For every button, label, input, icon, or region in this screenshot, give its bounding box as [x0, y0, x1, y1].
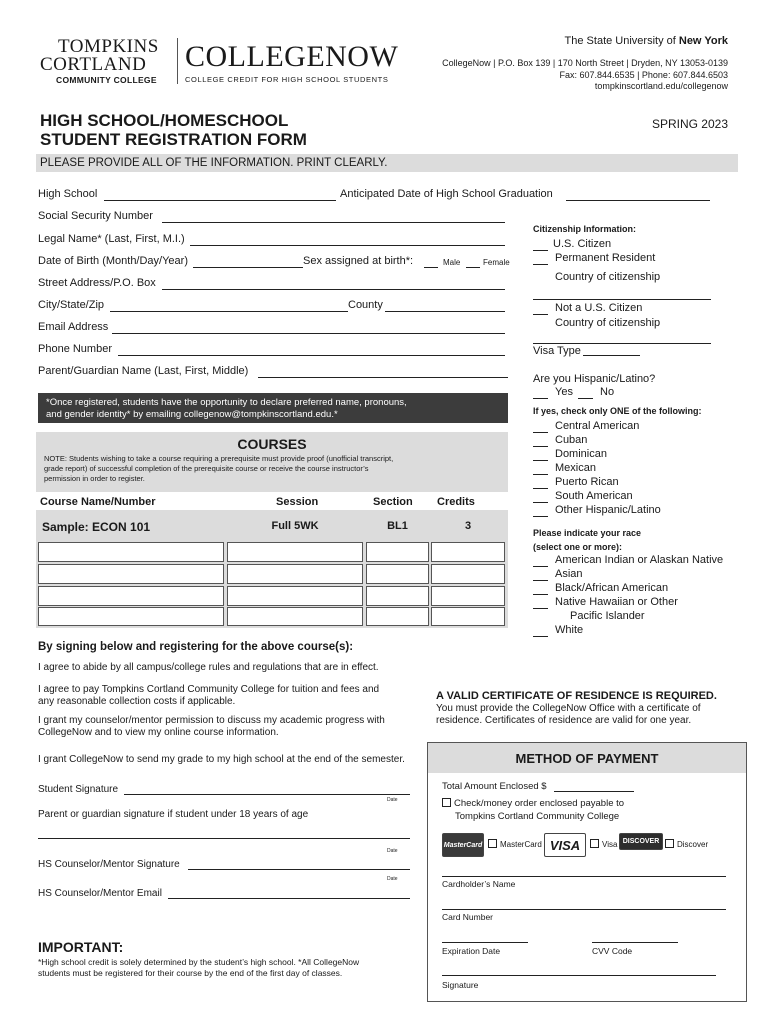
- hispanic-opt-blank[interactable]: [533, 460, 548, 461]
- hispanic-option: Cuban: [555, 434, 588, 446]
- ssn-line[interactable]: [162, 222, 505, 223]
- hispanic-no: No: [600, 386, 615, 398]
- hispanic-option: Dominican: [555, 448, 607, 460]
- counselor-signature-line[interactable]: [188, 869, 410, 870]
- form-title: [40, 111, 307, 149]
- sex-label: Sex assigned at birth*:: [303, 255, 414, 267]
- form-title-line-1: HIGH SCHOOL/HOMESCHOOL: [40, 111, 289, 130]
- hispanic-opt-blank[interactable]: [533, 432, 548, 433]
- discover-logo-text: DISCOVER: [622, 838, 660, 845]
- check-label-line-2: Tompkins Cortland Community College: [455, 811, 620, 822]
- street-line[interactable]: [162, 289, 505, 290]
- city-line[interactable]: [110, 311, 348, 312]
- notice-line-1: *Once registered, students have the opportunity to declare preferred name, pronouns,: [46, 397, 407, 408]
- county-line[interactable]: [385, 311, 505, 312]
- discover-checkbox[interactable]: [665, 839, 674, 848]
- residence-line-1: You must provide the CollegeNow Office with a certificate of: [436, 703, 701, 714]
- course-row-4-credits[interactable]: [431, 607, 505, 626]
- hispanic-opt-blank[interactable]: [533, 474, 548, 475]
- race-option: White: [555, 624, 584, 636]
- logo-line-2: CORTLAND: [40, 54, 147, 75]
- hispanic-opt-blank[interactable]: [533, 446, 548, 447]
- course-row-4-session[interactable]: [227, 607, 363, 626]
- cvv-line[interactable]: [592, 942, 678, 943]
- important-line-1: *High school credit is solely determined by the student’s high school. *All CollegeNow: [38, 957, 360, 967]
- counselor-signature-label: HS Counselor/Mentor Signature: [38, 859, 180, 870]
- citizenship-heading: Citizenship Information:: [533, 224, 636, 234]
- signing-heading: By signing below and registering for the above course(s):: [38, 641, 354, 653]
- expiration-label: Expiration Date: [442, 946, 501, 956]
- course-row-1-credits[interactable]: [431, 542, 505, 562]
- sex-male: Male: [443, 258, 461, 267]
- col-section-header: Section: [373, 496, 413, 508]
- suny-line: [565, 35, 728, 47]
- visa-label: Visa: [602, 840, 618, 849]
- citizenship-pr-blank[interactable]: [533, 264, 548, 265]
- signing-p2-line-1: I agree to pay Tompkins Cortland Community College for tuition and fees and: [38, 684, 380, 695]
- counselor-email-line[interactable]: [168, 898, 410, 899]
- sample-course-name: Sample: ECON 101: [42, 520, 151, 534]
- hispanic-option: Other Hispanic/Latino: [555, 504, 661, 516]
- course-row-1-name[interactable]: [38, 542, 224, 562]
- race-heading-2: (select one or more):: [533, 542, 623, 552]
- discover-logo-icon: [619, 833, 663, 850]
- email-line[interactable]: [112, 333, 505, 334]
- signing-p3: [38, 715, 385, 739]
- hispanic-option: South American: [555, 490, 633, 502]
- race-opt-blank[interactable]: [533, 566, 548, 567]
- sex-female: Female: [483, 258, 510, 267]
- collegenow-title: COLLEGENOW: [185, 40, 399, 73]
- contact-fax-phone: Fax: 607.844.6535 | Phone: 607.844.6503: [559, 70, 728, 80]
- courses-note-line-3: permission in order to register.: [44, 474, 145, 483]
- tompkins-cortland-logo: [38, 38, 173, 88]
- sex-male-blank[interactable]: [424, 267, 438, 268]
- card-number-line[interactable]: [442, 909, 726, 910]
- mastercard-label: MasterCard: [500, 840, 542, 849]
- visa-checkbox[interactable]: [590, 839, 599, 848]
- legal-name-line[interactable]: [190, 245, 505, 246]
- course-row-2-section[interactable]: [366, 564, 429, 584]
- mastercard-checkbox[interactable]: [488, 839, 497, 848]
- residence-line-2: residence. Certificates of residence are valid for one year.: [436, 715, 692, 726]
- hispanic-yes: Yes: [555, 386, 573, 398]
- city-label: City/State/Zip: [38, 299, 105, 311]
- instruction-text: PLEASE PROVIDE ALL OF THE INFORMATION. PRINT CLEARLY.: [40, 157, 388, 169]
- county-label: County: [348, 299, 383, 311]
- mastercard-logo-text: MasterCard: [443, 841, 483, 849]
- country-of-citizenship-1: Country of citizenship: [555, 271, 661, 283]
- logo-line-3: COMMUNITY COLLEGE: [56, 75, 157, 85]
- mastercard-option[interactable]: [488, 839, 542, 849]
- course-row-4-name[interactable]: [38, 607, 224, 626]
- discover-label: Discover: [677, 840, 709, 849]
- courses-title: COURSES: [237, 436, 307, 452]
- card-number-label: Card Number: [442, 912, 494, 922]
- col-credits-header: Credits: [437, 496, 475, 508]
- hispanic-option: Puerto Rican: [555, 476, 619, 488]
- country-2-line[interactable]: [533, 343, 711, 344]
- courses-note-line-1: NOTE: Students wishing to take a course requiring a prerequisite must provide proof (unofficial transcript,: [44, 454, 394, 463]
- phone-label: Phone Number: [38, 343, 112, 355]
- check-checkbox[interactable]: [442, 798, 451, 807]
- notice-line-2: and gender identity* by emailing collegenow@tompkinscortland.edu.*: [46, 409, 338, 420]
- email-label: Email Address: [38, 321, 109, 333]
- race-opt-blank[interactable]: [533, 608, 548, 609]
- sample-section: [366, 512, 429, 540]
- course-row-1-session[interactable]: [227, 542, 363, 562]
- preferred-name-notice: [38, 393, 508, 423]
- sample-session-value: Full 5WK: [271, 520, 319, 532]
- logo-divider: [177, 38, 178, 84]
- total-enclosed-line[interactable]: [554, 791, 634, 792]
- hispanic-option: Central American: [555, 420, 640, 432]
- citizenship-us-blank[interactable]: [533, 250, 548, 251]
- student-signature-label: Student Signature: [38, 784, 119, 795]
- contact-website: tompkinscortland.edu/collegenow: [594, 81, 728, 91]
- date-label: Date: [387, 797, 398, 803]
- parent-signature-label: Parent or guardian signature if student under 18 years of age: [38, 809, 309, 820]
- ssn-label: Social Security Number: [38, 210, 153, 222]
- form-title-line-2: STUDENT REGISTRATION FORM: [40, 130, 307, 149]
- payment-header: [428, 743, 746, 773]
- hispanic-if-yes: If yes, check only ONE of the following:: [533, 406, 702, 416]
- course-row-4-section[interactable]: [366, 607, 429, 626]
- sample-credits: [431, 512, 505, 540]
- signing-p1: I agree to abide by all campus/college rules and regulations that are in effect.: [38, 662, 379, 673]
- date-label: Date: [387, 848, 398, 854]
- logo-line-1: TOMPKINS: [58, 36, 159, 57]
- hispanic-yes-blank[interactable]: [533, 398, 548, 399]
- important-text: [38, 957, 359, 979]
- course-row-2-session[interactable]: [227, 564, 363, 584]
- payment-signature-label: Signature: [442, 980, 479, 990]
- hispanic-opt-blank[interactable]: [533, 488, 548, 489]
- sample-credits-value: 3: [464, 520, 472, 532]
- not-us-citizen: Not a U.S. Citizen: [555, 302, 643, 314]
- important-line-2: students must be registered for their course by the end of the first day of classes.: [38, 968, 343, 978]
- signing-p4: I grant CollegeNow to send my grade to my high school at the end of the semester.: [38, 754, 405, 765]
- race-option: American Indian or Alaskan Native: [555, 554, 724, 566]
- payment-title: METHOD OF PAYMENT: [515, 751, 659, 766]
- grad-date-label: Anticipated Date of High School Graduation: [340, 188, 553, 200]
- mastercard-logo-icon: [442, 833, 484, 857]
- signing-p2: [38, 684, 379, 708]
- race-option: Native Hawaiian or Other: [555, 596, 678, 608]
- course-row-2-name[interactable]: [38, 564, 224, 584]
- date-label: Date: [387, 876, 398, 882]
- cardholder-line[interactable]: [442, 876, 726, 877]
- street-label: Street Address/P.O. Box: [38, 277, 156, 289]
- instruction-bar: [36, 154, 738, 172]
- collegenow-logo: [185, 42, 410, 86]
- hispanic-no-blank[interactable]: [578, 398, 593, 399]
- not-us-blank[interactable]: [533, 314, 548, 315]
- expiration-line[interactable]: [442, 942, 528, 943]
- collegenow-subtitle: COLLEGE CREDIT FOR HIGH SCHOOL STUDENTS: [185, 75, 389, 84]
- course-row-3-section[interactable]: [366, 586, 429, 606]
- contact-address: CollegeNow | P.O. Box 139 | 170 North Street | Dryden, NY 13053-0139: [442, 58, 728, 68]
- cvv-label: CVV Code: [592, 946, 633, 956]
- cardholder-label: Cardholder’s Name: [442, 879, 516, 889]
- sample-session: [227, 512, 363, 540]
- course-row-3-credits[interactable]: [431, 586, 505, 606]
- country-of-citizenship-2: Country of citizenship: [555, 317, 661, 329]
- residence-text: [436, 703, 701, 727]
- phone-line[interactable]: [118, 355, 505, 356]
- guardian-label: Parent/Guardian Name (Last, First, Middle): [38, 365, 249, 377]
- high-school-line[interactable]: [104, 200, 336, 201]
- term: SPRING 2023: [651, 117, 728, 131]
- hispanic-opt-blank[interactable]: [533, 502, 548, 503]
- citizenship-pr: Permanent Resident: [555, 252, 656, 264]
- guardian-line[interactable]: [258, 377, 508, 378]
- race-option: Asian: [555, 568, 583, 580]
- courses-section: [36, 432, 508, 492]
- signing-p3-line-2: CollegeNow and to view my online course information.: [38, 727, 279, 738]
- col-course-header: Course Name/Number: [40, 496, 156, 508]
- citizenship-us: U.S. Citizen: [553, 238, 612, 250]
- grad-date-line[interactable]: [566, 200, 710, 201]
- student-signature-line[interactable]: [124, 794, 410, 795]
- total-enclosed-label: Total Amount Enclosed $: [442, 781, 547, 792]
- race-opt-blank[interactable]: [533, 580, 548, 581]
- signing-p2-line-2: any reasonable collection costs if applicable.: [38, 696, 236, 707]
- counselor-email-label: HS Counselor/Mentor Email: [38, 888, 162, 899]
- check-label-line-1: Check/money order enclosed payable to: [454, 798, 625, 809]
- signing-p3-line-1: I grant my counselor/mentor permission to discuss my academic progress with: [38, 715, 385, 726]
- visa-logo-text: VISA: [549, 837, 581, 853]
- important-title: IMPORTANT:: [38, 939, 124, 955]
- hispanic-question: Are you Hispanic/Latino?: [533, 373, 656, 385]
- race-opt-blank[interactable]: [533, 636, 548, 637]
- suny-prefix: The State University of: [564, 35, 679, 47]
- courses-note: [44, 454, 393, 484]
- hispanic-option: Mexican: [555, 462, 596, 474]
- payment-signature-line[interactable]: [442, 975, 716, 976]
- race-heading-1: Please indicate your race: [533, 528, 642, 538]
- country-1-line[interactable]: [533, 299, 711, 300]
- visa-type-line[interactable]: [583, 355, 640, 356]
- high-school-field[interactable]: [38, 188, 97, 200]
- race-option-continued: Pacific Islander: [570, 610, 645, 622]
- visa-type-label: Visa Type: [533, 345, 581, 357]
- course-row-3-session[interactable]: [227, 586, 363, 606]
- parent-signature-line[interactable]: [38, 838, 410, 839]
- course-row-3-name[interactable]: [38, 586, 224, 606]
- visa-option[interactable]: [590, 839, 617, 849]
- courses-note-line-2: grade report) of successful completion of the prerequisite course or receive the course instructor’s: [44, 464, 369, 473]
- high-school-label: High School: [38, 188, 98, 200]
- col-session-header: Session: [276, 496, 319, 508]
- discover-option[interactable]: [665, 839, 708, 849]
- suny-bold: New York: [678, 35, 728, 47]
- sex-female-blank[interactable]: [466, 267, 480, 268]
- course-row-2-credits[interactable]: [431, 564, 505, 584]
- dob-line[interactable]: [193, 267, 303, 268]
- visa-logo-icon: [544, 833, 586, 857]
- race-opt-blank[interactable]: [533, 594, 548, 595]
- hispanic-opt-blank[interactable]: [533, 516, 548, 517]
- legal-name-label: Legal Name* (Last, First, M.I.): [38, 233, 185, 245]
- sample-section-value: BL1: [387, 520, 408, 532]
- check-option[interactable]: [442, 797, 624, 823]
- sample-course: [38, 512, 224, 540]
- residence-title: A VALID CERTIFICATE OF RESIDENCE IS REQUIRED.: [436, 690, 717, 702]
- course-row-1-section[interactable]: [366, 542, 429, 562]
- dob-label: Date of Birth (Month/Day/Year): [38, 255, 188, 267]
- race-option: Black/African American: [555, 582, 669, 594]
